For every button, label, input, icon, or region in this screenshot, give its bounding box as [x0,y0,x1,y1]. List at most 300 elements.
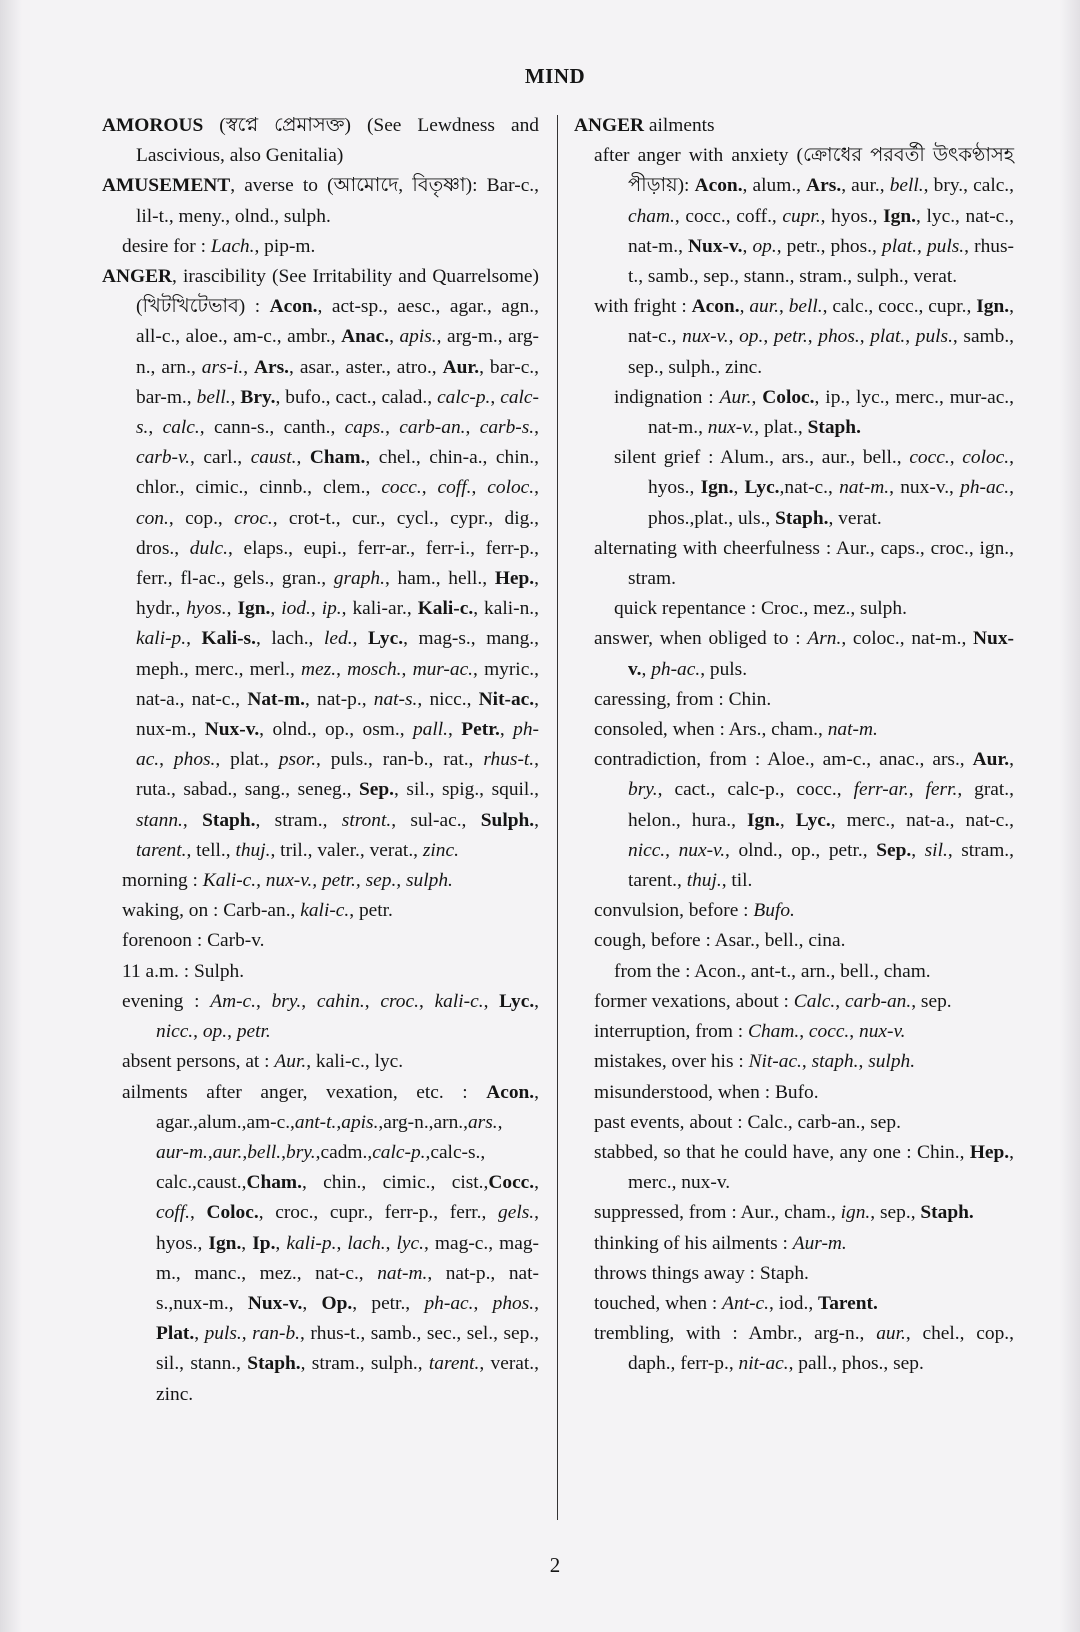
entry-text: desire for : [122,235,211,257]
entry-text: , [270,598,282,620]
remedy-italic: nat-s. [373,688,418,710]
remedy-italic: caps. [344,417,386,439]
entry-text: , [182,809,203,831]
entry-text: , [148,417,163,439]
remedy-bold: Sep. [876,839,912,861]
rubric-entry [574,1078,1014,1108]
entry-text: , petr., phos., [776,235,882,257]
remedy-italic: Calc. [793,990,836,1012]
entry-text: past events, about : Calc., carb-an., sep. [594,1111,901,1133]
entry-text: , [917,235,927,257]
entry-text: ,nat-c., [779,477,840,499]
entry-text: , calc., cocc., cupr., [822,296,977,318]
entry-text: , olnd., op., osm., [259,719,413,741]
rubric-entry [574,594,1014,624]
entry-text: ailments [644,115,715,136]
entry-text: , [835,990,845,1012]
entry-text: , nat-c., [628,296,1014,348]
remedy-bold: Ip. [252,1232,276,1254]
remedy-italic: Bufo. [753,900,795,922]
entry-text: , [641,658,652,680]
remedy-bold: Tarent. [818,1292,878,1314]
rubric-entry [102,262,539,866]
entry-text: , ham., hell., [384,568,495,590]
entry-text: thinking of his ailments : [594,1232,793,1254]
entry-text: , [241,1323,253,1345]
remedy-italic: kali-c. [434,990,484,1012]
remedy-italic: op. [752,235,777,257]
rubric-entry [574,957,1014,987]
entry-text: (স্বপ্নে প্রেমাসক্ত) (See Lewdness and Lascivious, also Genitalia) [136,115,539,167]
entry-text: trembling, with : Ambr., arg-n., [594,1323,877,1345]
remedy-italic: Aur. [719,386,752,408]
entry-text: , stram., tarent., [628,839,1014,892]
remedy-italic: phos. [492,1292,535,1314]
entry-text: , [807,326,819,348]
remedy-italic: bell. [889,175,924,197]
remedy-italic: carb-an. [399,417,466,439]
entry-text: , [799,1021,809,1043]
entry-text: , kali-ar., [341,598,418,620]
rubric-entry [574,141,1014,292]
entry-text: , verat. [828,507,882,529]
entry-text: , ruta., sabad., sang., seneg., [136,749,539,801]
entry-text: stabbed, so that he could have, any one : Chin., [594,1141,970,1163]
remedy-italic: Ant-c. [722,1292,770,1314]
entry-text: evening : [122,990,211,1012]
entry-text: , [858,1051,869,1073]
rubric-entry [574,624,1014,684]
entry-text: , bufo., cact., calad., [275,386,438,408]
entry-text: , [230,386,241,408]
remedy-bold: Ign. [746,809,780,831]
entry-text: , grat., helon., hura., [628,779,1015,831]
entry-text: , [159,749,174,771]
remedy-italic: kali-c. [300,900,350,922]
remedy-italic: Aur. [274,1051,307,1073]
entry-text: , merc., nux-v. [628,1141,1014,1194]
entry-text: consoled, when : Ars., cham., [594,719,828,741]
entry-text: , [728,326,740,348]
remedy-bold: Anac. [341,326,390,348]
entry-text: quick repentance : Croc., mez., sulph. [614,598,907,620]
rubric-entry [102,896,539,926]
entry-text: convulsion, before : [594,900,754,922]
remedy-italic: ip. [321,598,342,620]
remedy-italic: caust. [250,447,297,469]
entry-text: , [849,1021,859,1043]
rubric-entry [574,1138,1014,1198]
remedy-italic: calc-s. [136,386,539,439]
entry-text: , act-sp., aesc., agar., agn., all-c., aloe., am-c., ambr., [136,296,539,348]
remedy-bold: Plat. [156,1323,195,1345]
remedy-bold: Ign. [700,477,734,499]
remedy-bold: Hep. [494,568,535,590]
entry-text: ,cadm., [315,1141,373,1163]
page-number: 2 [549,1553,561,1577]
remedy-italic: tarent. [136,839,187,861]
remedy-italic: phos. [818,326,860,348]
remedy-italic: ph-ac. [960,477,1010,499]
remedy-bold: Nux-v. [628,628,1014,680]
entry-text: , [302,1292,322,1314]
remedy-italic: ph-ac. [424,1292,474,1314]
entry-text: , petr. [349,900,393,922]
entry-text: , [385,417,400,439]
entry-text: , [385,1232,397,1254]
remedy-italic: stront. [341,809,392,831]
remedy-italic: carb-v. [136,447,191,469]
remedy-bold: Staph. [807,417,861,439]
remedy-italic: psor. [278,749,317,771]
remedy-bold: ANGER [102,266,173,288]
entry-text: , [194,1323,205,1345]
rubric-entry [574,987,1014,1017]
page-binding-shadow [0,0,22,1632]
remedy-italic: bell. [196,386,231,408]
remedy-italic: calc-p. [372,1141,426,1163]
entry-text: , [911,839,925,861]
entry-text: , bar-c., bar-m., [136,356,540,408]
rubric-entry [102,171,539,231]
rubric-entry [574,1319,1014,1379]
remedy-italic: calc-p. [437,386,491,408]
rubric-entry [574,685,1014,715]
remedy-italic: staph. [811,1051,859,1073]
entry-text: , [779,809,796,831]
rubric-entry [574,111,1014,141]
entry-text: , agar.,alum.,am-c., [156,1081,539,1133]
entry-text: , stram., [255,809,342,831]
entry-text: , ip., lyc., merc., mur-ac., nat-m., [648,386,1014,439]
remedy-bold: Nux-v. [688,235,743,257]
entry-text: , [905,326,916,348]
remedy-bold: Lyc. [368,628,404,650]
entry-text: , hyos., [820,205,884,227]
remedy-bold: Sep. [359,779,395,801]
entry-text: , tril., valer., verat., [270,839,423,861]
remedy-bold: Acon. [691,296,740,318]
entry-text: , [534,990,540,1012]
entry-text: , coloc., nat-m., [841,628,974,650]
remedy-italic: coloc. [487,477,535,499]
rubric-entry [574,896,1014,926]
remedy-italic: Arn. [807,628,842,650]
entry-text: , [751,386,763,408]
entry-text: former vexations, about : [594,990,794,1012]
entry-text: , [256,990,272,1012]
remedy-italic: tarent. [428,1353,480,1375]
entry-text: , [281,1141,287,1163]
remedy-italic: Cham. [748,1021,800,1043]
entry-text: misunderstood, when : Bufo. [594,1081,819,1103]
remedy-bold: Bry. [240,386,276,408]
remedy-italic: con. [136,507,169,529]
rubric-entry [574,292,1014,383]
remedy-bold: Ign. [883,205,917,227]
remedy-italic: op. [202,1021,228,1043]
entry-text: , [241,1232,253,1254]
entry-text: , [275,1232,287,1254]
entry-text: , irascibility (See Irritability and Quarrelsome) (খিটখিটেভাব) : [136,266,539,318]
entry-text: , nicc., [417,688,479,710]
remedy-italic: puls. [926,235,965,257]
rubric-entry [574,745,1014,896]
entry-text: , kali-n., [473,598,539,620]
entry-text: , [336,658,348,680]
rubric-entry [574,1017,1014,1047]
entry-text: , merc., nat-a., nat-c., [830,809,1014,831]
remedy-italic: cocc. [808,1021,850,1043]
entry-text: , myric., nat-a., nat-c., [136,658,539,710]
entry-text: , cact., calc-p., cocc., [657,779,854,801]
remedy-italic: puls. [204,1323,242,1345]
rubric-entry [574,1229,1014,1259]
entry-text: , puls. [700,658,748,680]
entry-text: , [186,628,202,650]
rubric-entry [574,1289,1014,1319]
rubric-entry [574,1108,1014,1138]
remedy-bold: Cham. [246,1172,302,1194]
entry-text: , [301,990,317,1012]
remedy-bold: Ign. [208,1232,242,1254]
remedy-italic: bell. [247,1141,282,1163]
entry-text: , mag-s., mang., meph., merc., merl., [136,628,539,680]
remedy-italic: kali-p. [286,1232,337,1254]
remedy-italic: puls. [915,326,953,348]
entry-text: , rhus-t., samb., sec., sel., sep., sil., stann., [156,1323,539,1375]
entry-text: , [534,1292,539,1314]
entry-text: , [742,235,753,257]
entry-text: , [739,296,750,318]
entry-text: , phos.,plat., uls., [648,477,1014,529]
entry-text: caressing, from : Chin. [594,688,772,710]
right-column [574,111,1014,1380]
entry-text: , [499,719,514,741]
remedy-italic: pall. [412,719,448,741]
remedy-bold: Nit-ac. [478,688,535,710]
remedy-bold: Acon. [269,296,318,318]
remedy-italic: calc. [162,417,200,439]
remedy-bold: Coloc. [762,386,815,408]
entry-text: , [665,839,679,861]
rubric-entry [574,715,1014,745]
entry-text: , [733,477,745,499]
remedy-bold: Aur. [972,749,1010,771]
remedy-italic: lyc. [396,1232,424,1254]
entry-text: , til. [721,870,753,892]
entry-text: , hyos., [156,1202,539,1254]
entry-text: , cop., [168,507,235,529]
remedy-italic: nit-ac. [738,1353,789,1375]
entry-text: , arg-m., arg-n., arn., [136,326,540,378]
entry-text: , sul-ac., [391,809,481,831]
entry-text: , [778,296,789,318]
entry-text: answer, when obliged to : [594,628,808,650]
remedy-italic: cocc. [909,447,950,469]
rubric-entry [102,957,539,987]
remedy-italic: apis. [399,326,437,348]
remedy-italic: ph-ac. [136,719,540,771]
remedy-bold: Nux-v. [247,1292,303,1314]
entry-text: , [534,809,539,831]
entry-text: mistakes, over his : [594,1051,749,1073]
rubric-entry [102,926,539,956]
remedy-bold: Kali-c. [417,598,474,620]
entry-text: , averse to (আমোদে, বিতৃষ্ণা): Bar-c., lil-t., meny., olnd., sulph. [136,175,539,227]
remedy-bold: Cocc. [488,1172,535,1194]
entry-text: 11 a.m. : Sulph. [122,960,245,982]
remedy-bold: Cham. [309,447,366,469]
remedy-italic: bry. [271,990,302,1012]
remedy-bold: Staph. [202,809,256,831]
remedy-italic: thuj. [686,870,722,892]
remedy-italic: nux-v. [678,839,726,861]
entry-text: , sep., [870,1202,921,1224]
remedy-bold: Op. [321,1292,353,1314]
remedy-italic: nux-v. [859,1021,906,1043]
remedy-italic: cahin. [316,990,365,1012]
entry-text: , nux-v., [889,477,961,499]
entry-text: , verat., zinc. [156,1353,539,1405]
entry-text: , [471,477,488,499]
remedy-bold: Staph. [920,1202,974,1224]
entry-text: from the : Acon., ant-t., arn., bell., cham. [614,960,931,982]
rubric-entry [102,866,539,896]
entry-text: , [193,1021,203,1043]
entry-text: , alum., [742,175,807,197]
remedy-italic: bell. [788,296,823,318]
entry-text: , [534,417,539,439]
remedy-italic: kali-p. [136,628,187,650]
remedy-italic: Am-c. [210,990,257,1012]
remedy-italic: iod. [281,598,311,620]
remedy-italic: op. [739,326,764,348]
entry-text: , [226,598,238,620]
entry-text: , kali-c., lyc. [306,1051,404,1073]
entry-text: , asar., aster., atro., [289,356,443,378]
remedy-bold: Ign. [976,296,1010,318]
rubric-entry [102,1047,539,1077]
remedy-italic: aur. [212,1141,243,1163]
remedy-bold: Kali-s. [201,628,256,650]
rubric-entry [574,383,1014,443]
entry-text: , [336,1111,342,1133]
remedy-italic: aur. [749,296,779,318]
entry-text: , samb., sep., sulph., zinc. [628,326,1015,378]
remedy-bold: Lyc. [744,477,780,499]
entry-text: , [483,990,500,1012]
entry-text: , [473,1292,493,1314]
entry-text: , nux-m., [136,688,539,741]
remedy-bold: Acon. [694,175,743,197]
remedy-italic: ars. [467,1111,498,1133]
entry-text: , hydr., [136,568,539,620]
remedy-italic: sil. [924,839,948,861]
entry-text: indignation : [614,386,720,408]
entry-text: waking, on : Carb-an., [122,900,301,922]
remedy-italic: mez. [301,658,337,680]
entry-text: , [421,477,438,499]
entry-text: , cann-s., canth., [199,417,345,439]
entry-text: after anger with anxiety (ক্রোধের পরবর্তী উৎকণ্ঠাসহ পীড়ায়): [594,145,1014,197]
remedy-italic: lach. [347,1232,386,1254]
remedy-bold: ANGER [574,115,645,136]
remedy-italic: aur-m. [156,1141,208,1163]
entry-text: throws things away : Staph. [594,1262,809,1284]
remedy-italic: zinc. [422,839,459,861]
entry-text: morning : [122,870,203,892]
entry-text: , elaps., eupi., ferr-ar., ferr-i., ferr-p., ferr., fl-ac., gels., gran., [136,537,540,590]
entry-text: , [242,1141,248,1163]
remedy-bold: Lyc. [795,809,831,831]
remedy-italic: coff. [437,477,472,499]
remedy-italic: coff. [156,1202,190,1224]
entry-text: , chin., cimic., cist., [301,1172,489,1194]
entry-text: , [364,990,381,1012]
entry-text: contradiction, from : Aloe., am-c., anac., ars., [594,749,973,771]
remedy-italic: plat. [870,326,906,348]
remedy-italic: ph-ac. [651,658,701,680]
entry-text: , [949,447,963,469]
remedy-italic: carb-an. [844,990,912,1012]
remedy-italic: cham. [628,205,675,227]
entry-text: forenoon : Carb-v. [122,930,265,952]
remedy-bold: Aur. [442,356,480,378]
remedy-bold: Acon. [486,1081,535,1103]
rubric-entry [574,926,1014,956]
entry-text: , croc., cupr., ferr-p., ferr., [258,1202,499,1224]
entry-text: , [534,1172,539,1194]
remedy-italic: Lach. [210,235,255,257]
entry-text: cough, before : Asar., bell., cina. [594,930,846,952]
remedy-bold: Ars. [806,175,842,197]
remedy-italic: ign. [840,1202,871,1224]
entry-text: , nat-p., [304,688,374,710]
entry-text: , bry., calc., [923,175,1015,197]
entry-text: absent persons, at : [122,1051,275,1073]
remedy-italic: ferr. [925,779,958,801]
section-heading: MIND [524,64,586,88]
remedy-italic: coloc. [962,447,1010,469]
entry-text: , plat., [215,749,279,771]
entry-text: , [1009,749,1014,771]
entry-text: , stram., sulph., [300,1353,429,1375]
entry-text: , [207,1141,213,1163]
entry-text: ,calc-s., calc.,caust., [156,1141,486,1194]
entry-text: , pall., phos., sep. [788,1353,924,1375]
entry-text: , [389,326,400,348]
remedy-bold: Petr. [461,719,500,741]
rubric-entry [574,443,1014,534]
remedy-italic: croc. [234,507,273,529]
entry-text: , [296,447,310,469]
remedy-italic: nux-v. [682,326,729,348]
remedy-italic: cocc. [381,477,422,499]
remedy-bold: Nux-v. [204,719,260,741]
remedy-bold: Ign. [237,598,271,620]
rubric-entry [102,111,539,171]
entry-text: , [465,417,480,439]
remedy-italic: thuj. [235,839,271,861]
entry-text: , cocc., coff., [674,205,783,227]
remedy-italic: gels. [498,1202,535,1224]
entry-text: , sil., spig., squil., [394,779,539,801]
entry-text: with fright : [594,296,692,318]
remedy-italic: nat-m. [839,477,890,499]
entry-text: , [763,326,774,348]
remedy-italic: mur-ac. [412,658,474,680]
